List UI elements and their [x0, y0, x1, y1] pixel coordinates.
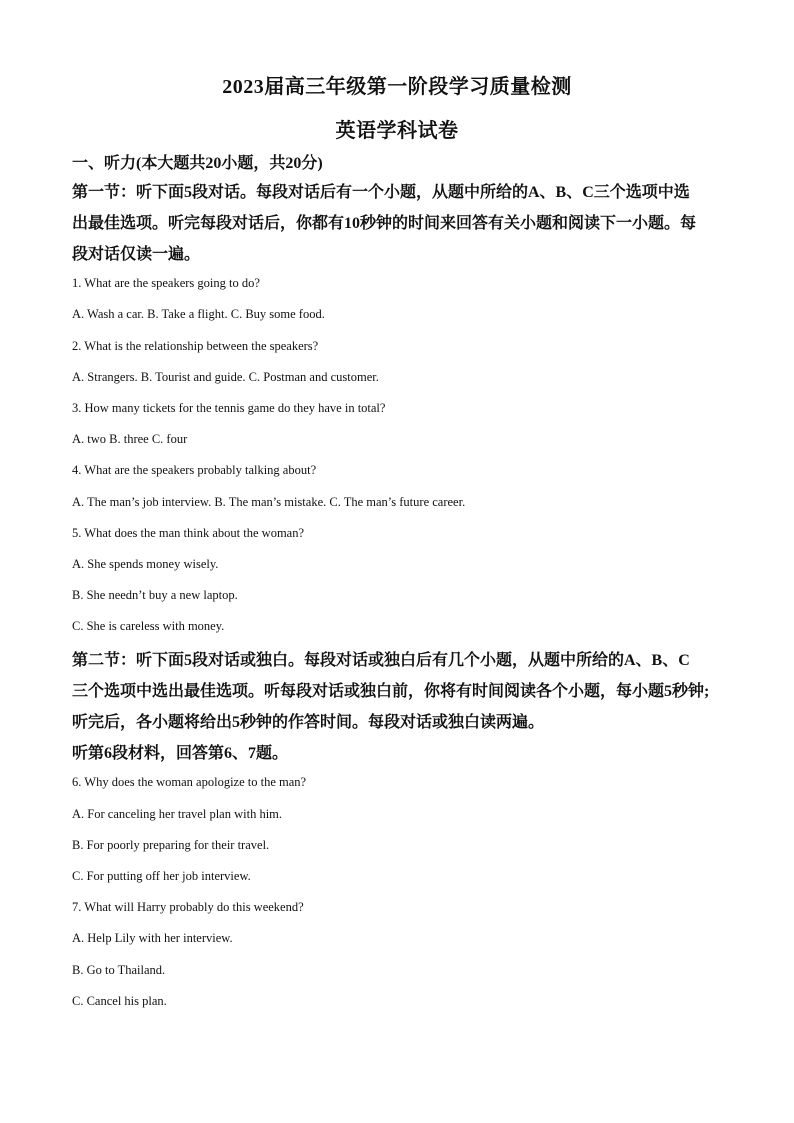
question-text: 2. What is the relationship between the speakers? — [72, 339, 319, 353]
section1-instructions — [72, 177, 722, 270]
answer-option: C. Cancel his plan. — [72, 994, 167, 1008]
part-heading: 一、听力(本大题共20小题，共20分) — [72, 155, 323, 172]
answer-options: A. The man’s job interview. B. The man’s mistake. C. The man’s future career. — [72, 495, 466, 509]
question-text: 1. What are the speakers going to do? — [72, 276, 260, 290]
answer-options: A. two B. three C. four — [72, 432, 188, 446]
instruction-line: 三个选项中选出最佳选项。听每段对话或独白前，你将有时间阅读各个小题，每小题5秒钟; — [72, 683, 710, 700]
section2-instructions — [72, 645, 722, 769]
question-text: 7. What will Harry probably do this weekend? — [72, 900, 304, 914]
answer-option: C. For putting off her job interview. — [72, 869, 251, 883]
answer-options: A. Strangers. B. Tourist and guide. C. Postman and customer. — [72, 370, 379, 384]
exam-title: 2023届高三年级第一阶段学习质量检测 — [222, 76, 572, 98]
exam-subtitle: 英语学科试卷 — [335, 120, 459, 142]
instruction-line: 第二节：听下面5段对话或独白。每段对话或独白后有几个小题，从题中所给的A、B、C — [72, 652, 690, 669]
question-text: 6. Why does the woman apologize to the man? — [72, 775, 307, 789]
answer-option: A. She spends money wisely. — [72, 557, 219, 571]
instruction-line: 听第6段材料，回答第6、7题。 — [72, 745, 289, 762]
answer-options: A. Wash a car. B. Take a flight. C. Buy some food. — [72, 307, 325, 321]
instruction-line: 出最佳选项。听完每段对话后，你都有10秒钟的时间来回答有关小题和阅读下一小题。每 — [72, 215, 697, 232]
answer-option: C. She is careless with money. — [72, 619, 225, 633]
answer-option: B. For poorly preparing for their travel. — [72, 838, 270, 852]
answer-option: B. Go to Thailand. — [72, 963, 166, 977]
instruction-line: 段对话仅读一遍。 — [72, 246, 201, 263]
question-text: 5. What does the man think about the woman? — [72, 526, 305, 540]
answer-option: A. Help Lily with her interview. — [72, 931, 233, 945]
question-text: 4. What are the speakers probably talking about? — [72, 463, 317, 477]
answer-option: A. For canceling her travel plan with him. — [72, 807, 283, 821]
answer-option: B. She needn’t buy a new laptop. — [72, 588, 238, 602]
question-text: 3. How many tickets for the tennis game do they have in total? — [72, 401, 386, 415]
instruction-line: 第一节：听下面5段对话。每段对话后有一个小题，从题中所给的A、B、C三个选项中选 — [72, 184, 690, 201]
instruction-line: 听完后，各小题将给出5秒钟的作答时间。每段对话或独白读两遍。 — [72, 714, 545, 731]
